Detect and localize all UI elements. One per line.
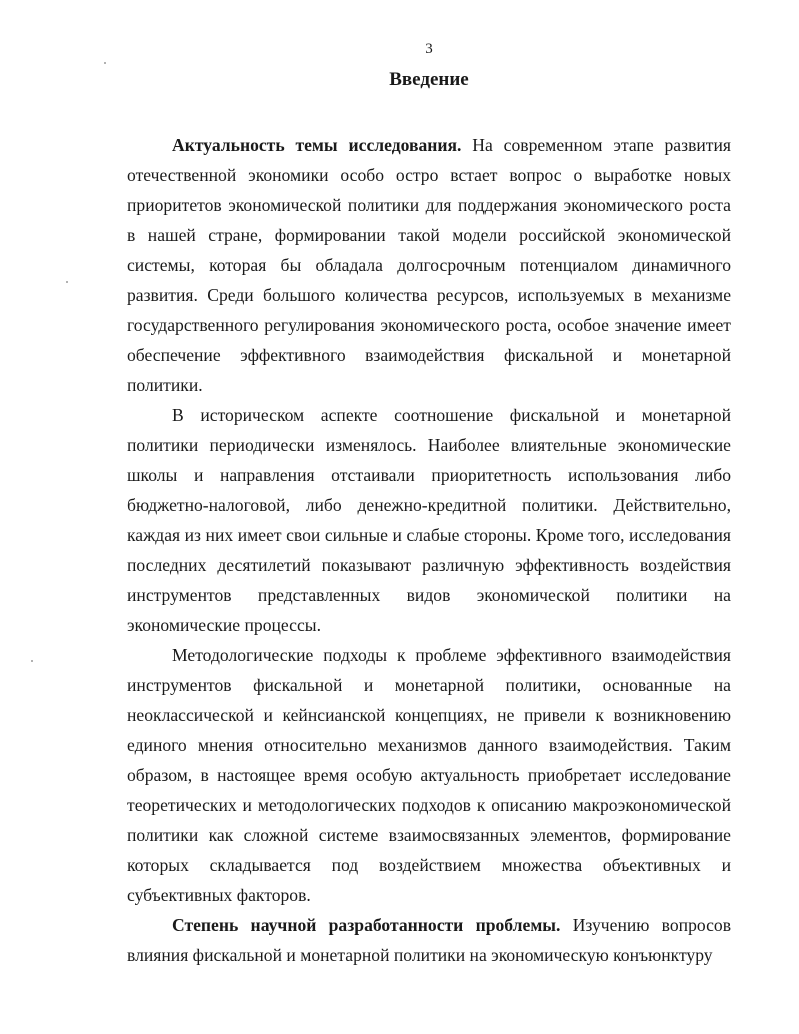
paragraph-relevance [127, 130, 731, 400]
paragraph-text-historical: В историческом аспекте соотношение фискальной и монетарной политики периодически изменялось. Наиболее влиятельные экономические школы и направления отстаивали приоритетность использования либо бюджетно-налоговой, либо денежно-кредитной политики. Действительно, каждая из них имеет свои сильные и слабые стороны. Кроме того, исследования последних десятилетий показывают различную эффективность воздействия инструментов представленных видов экономической политики на экономические процессы. [127, 405, 731, 635]
section-heading: Введение [389, 69, 469, 90]
paragraph-lead-relevance: Актуальность темы исследования. [172, 135, 462, 155]
paragraph-methodology [127, 640, 731, 910]
body-text [127, 130, 731, 970]
paragraph-historical [127, 400, 731, 640]
page-number: 3 [425, 41, 433, 57]
paragraph-research-degree [127, 910, 731, 970]
scan-speck [104, 62, 106, 64]
paragraph-text-research-degree: Изучению вопросов влияния фискальной и монетарной политики на экономическую конъюнктуру [127, 915, 732, 965]
paragraph-text-methodology: Методологические подходы к проблеме эффективного взаимодействия инструментов фискальной и монетарной политики, основанные на неоклассической и кейнсианской концепциях, не привели к возникновению единого мнения относительно механизмов данного взаимодействия. Таким образом, в настоящее время особую актуальность приобретает исследование теоретических и методологических подходов к описанию макроэкономической политики как сложной системе взаимосвязанных элементов, формирование которых складывается под воздействием множества объективных и субъективных факторов. [127, 645, 731, 905]
paragraph-text-relevance: На современном этапе развития отечественной экономики особо остро встает вопрос о выработке новых приоритетов экономической политики для поддержания экономического роста в нашей стране, формировании такой модели российской экономической системы, которая бы обладала долгосрочным потенциалом динамичного развития. Среди большого количества ресурсов, используемых в механизме государственного регулирования экономического роста, особое значение имеет обеспечение эффективного взаимодействия фискальной и монетарной политики. [127, 135, 731, 395]
scan-speck [66, 281, 68, 283]
paragraph-lead-research-degree: Степень научной разработанности проблемы. [172, 915, 561, 935]
scan-speck [31, 660, 33, 662]
